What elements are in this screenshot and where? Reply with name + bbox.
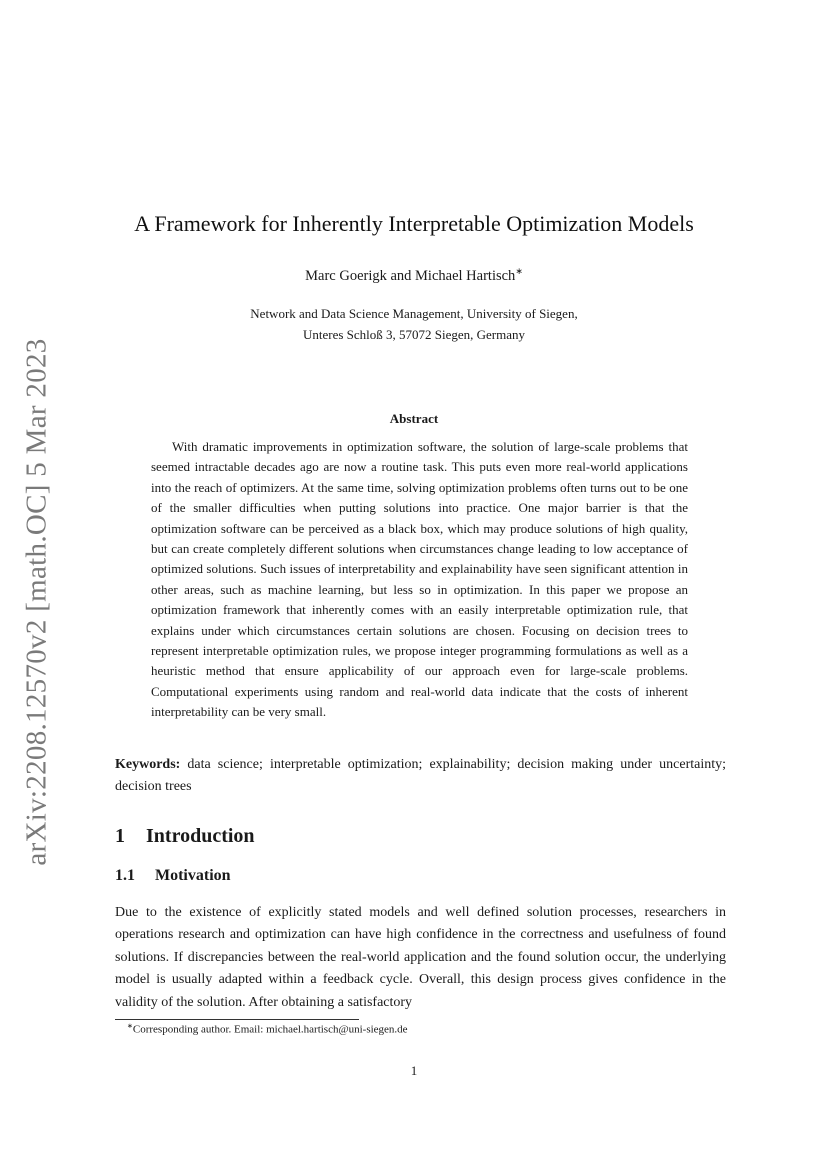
author-footnote-mark: ∗ [515, 266, 523, 276]
abstract-text: With dramatic improvements in optimization software, the solution of large-scale problems that seemed intractable decades ago are now a routine task. This puts even more real-world applications into the reach of optimizers. At the same time, solving optimization problems often turns out to be one of the smaller difficulties when putting solutions into practice. One major barrier is that the optimization software can be perceived as a black box, which may produce solutions of high quality, but can create completely different solutions when circumstances change leading to low acceptance of optimized solutions. Such issues of interpretability and explainability have seen significant attention in other areas, such as machine learning, but less so in optimization. In this paper we propose an optimization framework that inherently comes with an easily interpretable optimization rule, that explains under which circumstances certain solutions are chosen. Focusing on decision trees to represent interpretable optimization rules, we propose integer programming formulations as well as a heuristic method that ensure applicability of our approach even for large-scale problems. Computational experiments using random and real-world data indicate that the costs of inherent interpretability can be very small. [151, 439, 688, 720]
body-paragraph: Due to the existence of explicitly stated models and well defined solution processes, researchers in operations research and optimization can have high confidence in the correctness and usefulness of found solutions. If discrepancies between the real-world application and the found solution occur, the underlying model is usually adapted within a feedback cycle. Overall, this design process gives confidence in the validity of the solution. After obtaining a satisfactory [115, 905, 726, 1010]
paper-title: A Framework for Inherently Interpretable Optimization Models [134, 211, 694, 236]
section-number: 1 [115, 825, 125, 847]
subsection-number: 1.1 [115, 867, 135, 884]
affiliation [0, 303, 828, 345]
footnote-mark: ∗ [127, 1022, 133, 1030]
abstract-heading: Abstract [389, 411, 439, 426]
subsection-title: Motivation [155, 867, 231, 884]
keywords [115, 754, 726, 798]
footnote [127, 1022, 408, 1036]
author-names: Marc Goerigk and Michael Hartisch [305, 267, 516, 284]
arxiv-identifier-stamp: arXiv:2208.12570v2 [math.OC] 5 Mar 2023 [20, 338, 53, 866]
affiliation-line-1: Network and Data Science Management, University of Siegen, [250, 306, 578, 321]
keywords-label: Keywords: [115, 757, 181, 772]
page-number: 1 [410, 1063, 418, 1078]
author-line [0, 266, 828, 285]
section-title: Introduction [146, 825, 255, 847]
subsection-heading [115, 867, 231, 885]
footnote-divider [115, 1019, 359, 1020]
section-heading [115, 825, 255, 848]
affiliation-line-2: Unteres Schloß 3, 57072 Siegen, Germany [302, 327, 526, 342]
keywords-text: data science; interpretable optimization; explainability; decision making under uncertainty; decision trees [115, 757, 726, 794]
footnote-text: Corresponding author. Email: michael.hartisch@uni-siegen.de [132, 1023, 408, 1036]
